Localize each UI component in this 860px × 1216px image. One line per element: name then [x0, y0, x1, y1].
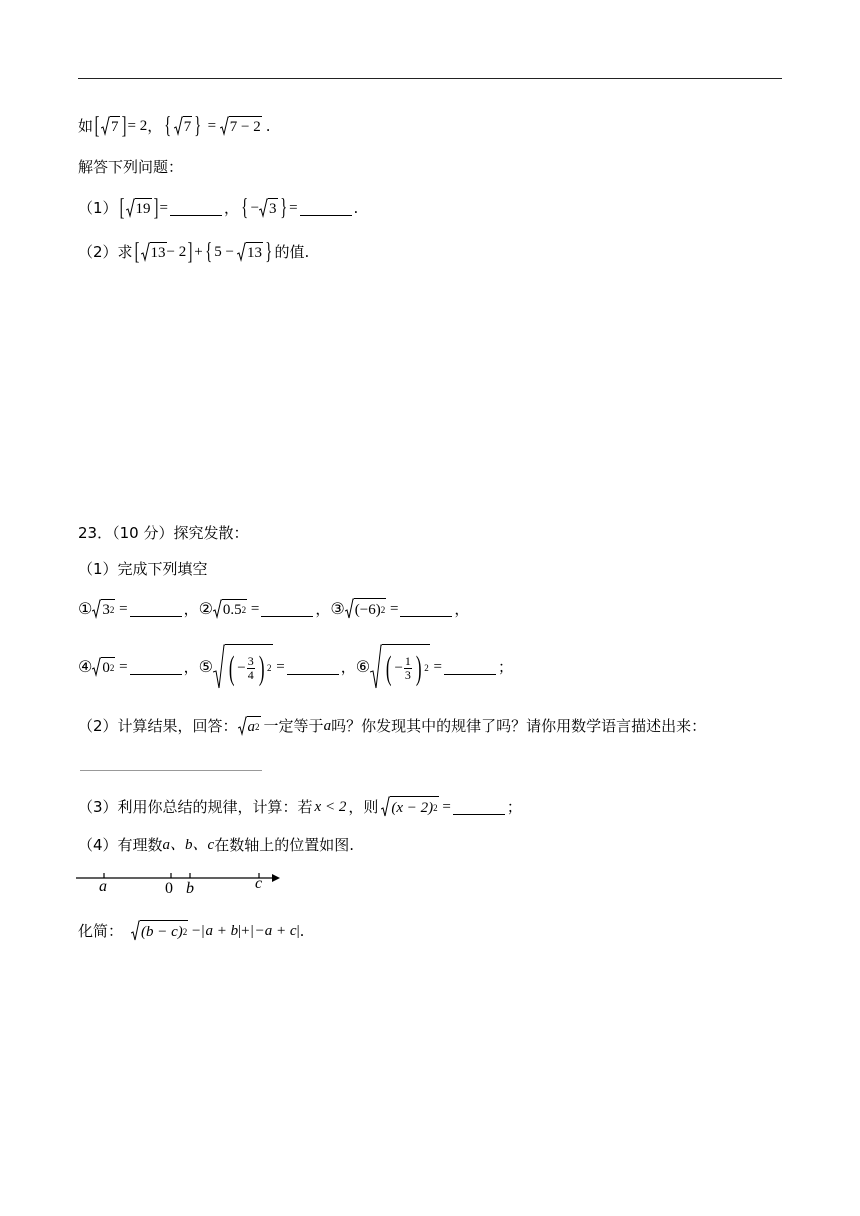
exponent: 2	[182, 926, 188, 937]
exponent: 2	[255, 721, 260, 732]
answer-blank[interactable]	[300, 201, 352, 216]
label-0: 0	[165, 880, 173, 897]
exponent: 2	[433, 802, 438, 813]
answer-blank[interactable]	[287, 660, 339, 675]
end: .	[353, 198, 359, 217]
exponent: 2	[109, 604, 115, 615]
left-bracket: [	[94, 113, 100, 139]
example-prefix: 如	[78, 116, 94, 135]
sqrt-expr	[237, 242, 263, 262]
end: ；	[506, 797, 522, 816]
q2-label: （2）求	[78, 242, 133, 261]
part2-suffix: 吗？你发现其中的规律了吗？请你用数学语言描述出来：	[331, 716, 707, 735]
radicand: 13	[246, 242, 263, 262]
fraction	[247, 655, 255, 681]
sqrt-expr	[131, 920, 188, 942]
end: .	[265, 116, 271, 135]
sqrt-expr	[213, 599, 247, 619]
left-brace: {	[164, 113, 172, 139]
sqrt-expr	[381, 796, 438, 818]
part2-line	[78, 716, 706, 736]
radicand: 0.5	[222, 601, 242, 618]
item-marker: ④	[78, 657, 93, 676]
part3-prefix: （3）利用你总结的规律，计算：若	[78, 797, 313, 816]
expr-tail: − 2	[166, 243, 187, 260]
sqrt-expr	[92, 599, 115, 619]
q1-label: （1）	[78, 198, 118, 217]
heading-text: 23．（10 分）探究发散：	[78, 524, 249, 542]
number-line	[76, 868, 286, 898]
comma: ，	[454, 599, 470, 618]
part1-line	[78, 562, 208, 577]
prompt-text: 解答下列问题：	[78, 158, 184, 176]
answer-blank[interactable]	[170, 201, 222, 216]
sqrt-expr	[92, 657, 115, 677]
eq: =	[159, 199, 169, 216]
sqrt-expr	[220, 116, 262, 136]
item-marker: ⑤	[198, 657, 213, 676]
radicand: 19	[135, 198, 152, 218]
radicand: a	[247, 718, 256, 735]
part4-vars: a、b、c	[162, 837, 215, 853]
exponent: 2	[241, 604, 247, 615]
part4-tail: 在数轴上的位置如图.	[214, 836, 354, 854]
part3-mid: ，则	[348, 797, 379, 816]
items-row1: ① 3 2 = ， ② 0.5 2 = ， ③ (−6) 2 = ，	[78, 599, 470, 618]
example-line: 如 [ 7 ] = 2 ， { 7 } = 7 − 2 .	[78, 113, 271, 139]
sqrt-expr	[126, 198, 152, 218]
radicand: 13	[150, 242, 167, 262]
items-row2: ④ 0 2 = ， ⑤ ( − $\frac{3}{4}$ ) 2 = ， ⑥ ( − $\frac{1}{3}$ ) 2 = ；	[78, 644, 513, 690]
radicand: 7	[183, 116, 193, 136]
answer-blank[interactable]	[444, 660, 496, 675]
header-rule	[78, 78, 782, 79]
part3-line: （3）利用你总结的规律，计算：若 x < 2 ，则 (x − 2) 2 = ；	[78, 796, 522, 818]
exponent: 2	[109, 662, 115, 673]
abs-expr-2: −a + c	[254, 922, 297, 939]
radicand: 7 − 2	[229, 116, 262, 136]
frac-num: 1	[404, 654, 411, 669]
radicand: 7	[110, 116, 120, 136]
radicand: 0	[102, 659, 110, 676]
q2-suffix: 的值.	[274, 242, 310, 261]
sqrt-expr	[345, 598, 386, 620]
q2-line: （2）求 [ 13 − 2 ] + { 5 − 13 } 的值.	[78, 239, 310, 265]
part4-prefix: （4）有理数	[78, 836, 163, 854]
right-bracket: ]	[121, 113, 126, 139]
item-marker: ②	[198, 599, 213, 618]
eq: =	[289, 199, 298, 216]
plus: +	[194, 243, 203, 260]
radicand: 3	[268, 198, 278, 218]
frac-den: 3	[404, 668, 411, 682]
frac-num: 3	[247, 654, 254, 669]
comma: ，	[183, 657, 199, 676]
long-answer-blank[interactable]	[80, 756, 262, 771]
axis-arrow	[272, 874, 280, 882]
answer-blank[interactable]	[130, 660, 182, 675]
sqrt-expr	[101, 116, 120, 136]
q1-line: （1） [ 19 ] = ， { − 3 } = .	[78, 195, 359, 221]
expr-head: 5 −	[214, 243, 234, 260]
item-marker: ①	[78, 599, 93, 618]
item-marker: ⑥	[355, 657, 371, 676]
part1-text: （1）完成下列填空	[78, 560, 208, 578]
simplify-prefix: 化简：	[78, 921, 124, 940]
exponent: 2	[380, 604, 386, 615]
exponent: 2	[267, 663, 272, 673]
sqrt-expr	[259, 198, 278, 218]
end: .	[299, 921, 305, 940]
part2-mid: 一定等于	[263, 716, 324, 735]
comma: ，	[183, 599, 199, 618]
exponent: 2	[424, 663, 429, 673]
sep: ，	[147, 116, 163, 135]
fraction	[404, 655, 412, 681]
answer-blank[interactable]	[453, 800, 505, 815]
label-a: a	[99, 878, 107, 895]
eq: = 2	[127, 117, 148, 134]
answer-blank[interactable]	[400, 602, 452, 617]
radicand: (x − 2)	[391, 799, 434, 816]
comma: ，	[340, 657, 356, 676]
prompt-line	[78, 160, 183, 175]
right-brace: }	[194, 113, 202, 139]
label-c: c	[255, 875, 263, 892]
sqrt-frac-expr: ( − $\frac{3}{4}$ ) 2	[213, 644, 273, 690]
sqrt-expr	[174, 116, 193, 136]
part2-prefix: （2）计算结果，回答：	[78, 716, 238, 735]
sqrt-expr	[141, 242, 167, 262]
answer-blank[interactable]	[130, 602, 182, 617]
label-b: b	[186, 880, 194, 897]
item-marker: ③	[330, 599, 345, 618]
radicand: (b − c)	[141, 923, 183, 940]
radicand: (−6)	[354, 601, 381, 618]
abs-expr-1: a + b	[205, 922, 239, 939]
part4-line	[78, 838, 354, 853]
radicand: 3	[102, 601, 110, 618]
var-a: a	[323, 717, 332, 734]
answer-blank[interactable]	[261, 602, 313, 617]
condition: x < 2	[314, 798, 347, 815]
simplify-line: 化简： (b − c) 2 − | a + b | + | −a + c | .	[78, 920, 304, 942]
sqrt-expr	[238, 716, 261, 736]
frac-den: 4	[247, 668, 254, 682]
semicolon: ；	[497, 657, 513, 676]
sep: ，	[224, 198, 240, 217]
p23-heading	[78, 526, 248, 541]
comma: ，	[315, 599, 331, 618]
sqrt-frac-expr: ( − $\frac{1}{3}$ ) 2	[370, 644, 430, 690]
